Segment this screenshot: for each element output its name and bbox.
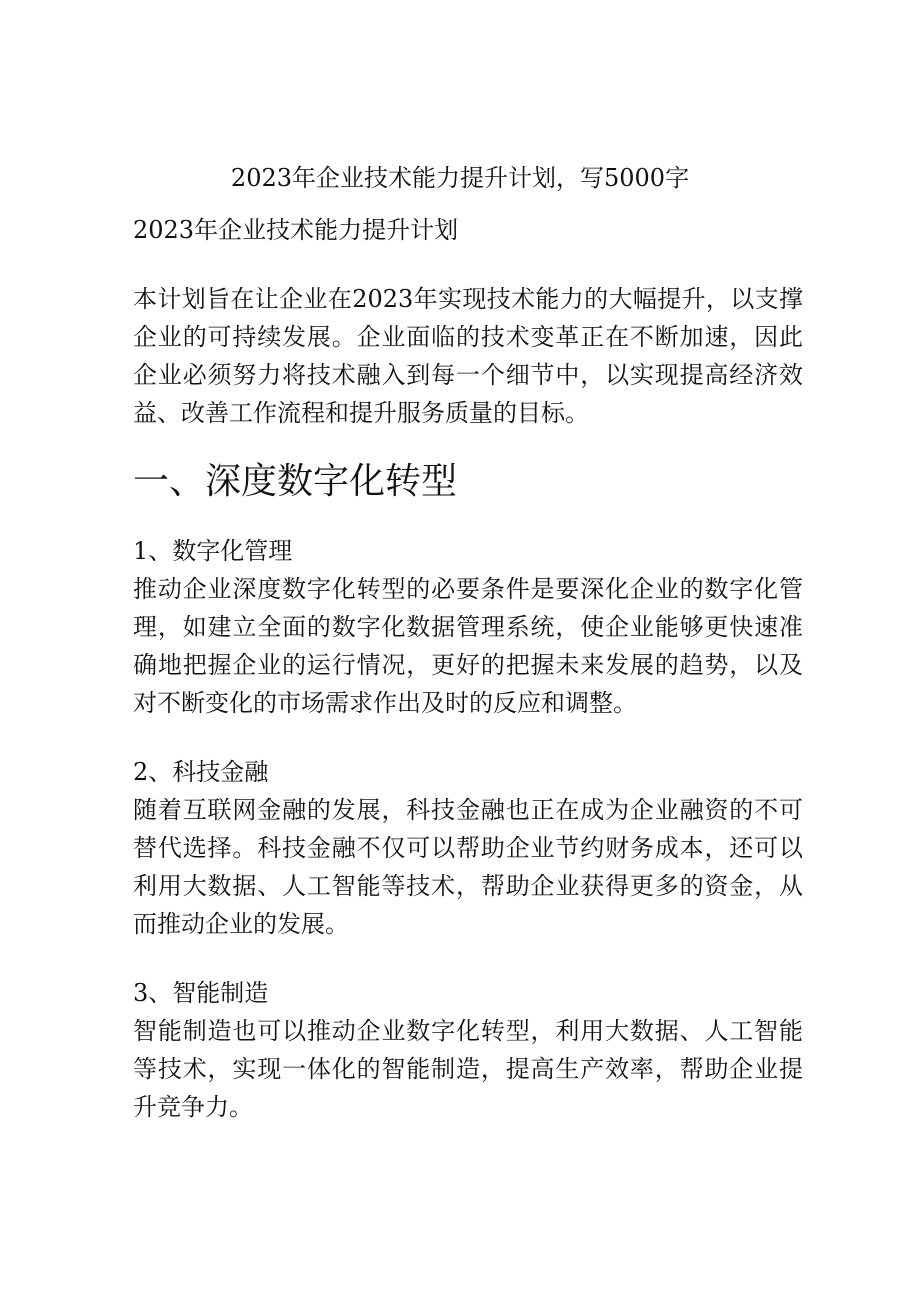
subsection-heading: 3、智能制造 — [133, 979, 269, 1007]
section-heading-digital-transformation: 一、深度数字化转型 — [133, 461, 458, 502]
subsection-paragraph: 随着互联网金融的发展，科技金融也正在成为企业融资的不可替代选择。科技金融不仅可以帮助企业节约财务成本，还可以利用大数据、人工智能等技术，帮助企业获得更多的资金，从而推动企业的发展。 — [133, 796, 803, 938]
intro-paragraph: 本计划旨在让企业在2023年实现技术能力的大幅提升，以支撑企业的可持续发展。企业面临的技术变革正在不断加速，因此企业必须努力将技术融入到每一个细节中，以实现提高经济效益、改善工作流程和提升服务质量的目标。 — [133, 285, 803, 427]
subsection-heading: 1、数字化管理 — [133, 537, 293, 565]
subsection-heading: 2、科技金融 — [133, 758, 269, 786]
document-subtitle: 2023年企业技术能力提升计划 — [133, 216, 459, 244]
subsection-digital-management — [133, 532, 803, 722]
document-body — [133, 211, 803, 1157]
subsection-tech-finance — [133, 753, 803, 943]
subsection-paragraph: 推动企业深度数字化转型的必要条件是要深化企业的数字化管理，如建立全面的数字化数据管理系统，使企业能够更快速准确地把握企业的运行情况，更好的把握未来发展的趋势，以及对不断变化的市场需求作出及时的反应和调整。 — [133, 575, 803, 717]
subsection-smart-manufacturing — [133, 974, 803, 1126]
subsection-paragraph: 智能制造也可以推动企业数字化转型，利用大数据、人工智能等技术，实现一体化的智能制造，提高生产效率，帮助企业提升竞争力。 — [133, 1017, 803, 1121]
document-title: 2023年企业技术能力提升计划，写5000字 — [230, 164, 690, 192]
